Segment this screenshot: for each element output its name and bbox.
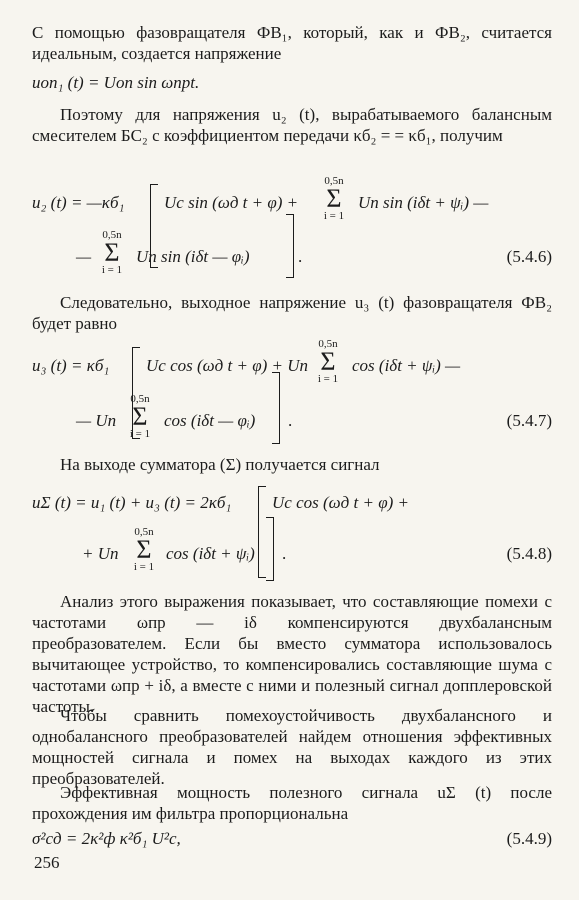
paragraph-6: Чтобы сравнить помехоустойчивость двухбалансного и однобалансного преобразователей найдем отношения эффективных мощностей сигнала и помех на выходах каждого из этих преобразователей.	[32, 706, 552, 788]
eq548-line2-right: cos (iδt + ψᵢ)	[166, 544, 255, 563]
eq547-close-bracket	[272, 372, 280, 444]
sum-symbol: Σ	[326, 184, 342, 213]
eq546-line2-left: —	[76, 247, 92, 266]
sum-upper-limit: 0,5n	[324, 175, 344, 187]
sum-symbol: Σ	[104, 238, 120, 267]
eq546-line2-right: Uп sin (iδt — φᵢ)	[136, 247, 250, 266]
equation-5-4-7-line2	[32, 393, 552, 440]
eq547-dot: .	[288, 411, 293, 430]
eq546-dot: .	[298, 247, 303, 266]
paragraph-3: Следовательно, выходное напряжение u₃ (t) фазовращателя ФВ₂ будет равно	[32, 293, 552, 333]
eq546-sum-2	[92, 230, 132, 276]
paragraph-4: На выходе сумматора (Σ) получается сигнал	[60, 455, 380, 474]
eq546-right: Uп sin (iδt + ψᵢ) —	[358, 193, 489, 212]
eq549-number: (5.4.9)	[506, 829, 552, 848]
page-number: 256	[34, 853, 60, 872]
paragraph-1: С помощью фазовращателя ФВ₁, который, как и ФВ₂, считается идеальным, создается напряжение	[32, 23, 552, 63]
eq546-left: u₂ (t) = —κб₁	[32, 193, 125, 212]
eq549-text: σ²сд = 2κ²ф κ²б₁ U²с,	[32, 829, 181, 848]
sum-lower-limit: i = 1	[101, 264, 123, 276]
equation-5-4-9	[32, 826, 552, 852]
equation-5-4-7-line1	[32, 338, 552, 385]
sum-upper-limit: 0,5n	[318, 338, 338, 350]
eq546-number: (5.4.6)	[506, 247, 552, 266]
equation-5-4-6-line1	[32, 175, 552, 222]
paragraph-5: Анализ этого выражения показывает, что составляющие помехи с частотами ωпр — iδ компенсируются двухбалансным преобразователем. Если бы вместо сумматора использовалось вычитающее устройство, то компенсировались составляющие шума с частотами ωпр + iδ, а вместе с ними и полезный сигнал допплеровской частоты.	[32, 592, 552, 716]
equation-5-4-6-line2	[32, 229, 552, 276]
sum-upper-limit: 0,5n	[130, 393, 150, 405]
eq547-sum-1	[308, 339, 348, 385]
eq547-right: cos (iδt + ψᵢ) —	[352, 356, 461, 375]
eq548-left: uΣ (t) = u₁ (t) + u₃ (t) = 2κб₁	[32, 493, 232, 512]
eq548-dot: .	[282, 544, 287, 563]
sum-symbol: Σ	[320, 347, 336, 376]
eq548-line2-left: + Uп	[82, 544, 119, 563]
equation-5-4-8-line2	[32, 526, 552, 573]
eq547-left: u₃ (t) = κб₁	[32, 356, 110, 375]
sum-symbol: Σ	[136, 535, 152, 564]
eq548-number: (5.4.8)	[506, 544, 552, 563]
eq547-number: (5.4.7)	[506, 411, 552, 430]
eq546-mid: Uс sin (ωд t + φ) +	[164, 193, 299, 212]
eq547-line2-right: cos (iδt — φᵢ)	[164, 411, 256, 430]
sum-symbol: Σ	[132, 402, 148, 431]
equation-u-op1-text: uоп₁ (t) = Uоп sin ωпрt.	[32, 73, 200, 92]
eq548-close-bracket	[266, 517, 274, 581]
eq547-sum-2	[120, 394, 160, 440]
sum-lower-limit: i = 1	[133, 561, 155, 573]
equation-u-op1	[32, 70, 552, 96]
eq546-sum-1	[314, 176, 354, 222]
eq548-mid: Uс cos (ωд t + φ) +	[272, 493, 409, 512]
sum-lower-limit: i = 1	[129, 428, 151, 440]
eq546-close-bracket	[286, 214, 294, 278]
eq547-mid: Uс cos (ωд t + φ) + Uп	[146, 356, 309, 375]
sum-upper-limit: 0,5n	[102, 229, 122, 241]
sum-upper-limit: 0,5n	[134, 526, 154, 538]
equation-5-4-8-line1	[32, 490, 552, 516]
paragraph-7: Эффективная мощность полезного сигнала uΣ (t) после прохождения им фильтра пропорциональна	[32, 783, 552, 823]
eq548-sum	[124, 527, 164, 573]
sum-lower-limit: i = 1	[323, 210, 345, 222]
eq547-line2-left: — Uп	[76, 411, 117, 430]
sum-lower-limit: i = 1	[317, 373, 339, 385]
paragraph-2: Поэтому для напряжения u₂ (t), вырабатываемого балансным смесителем БС₂ с коэффициентом передачи κб₂ = = κб₁, получим	[32, 105, 552, 145]
